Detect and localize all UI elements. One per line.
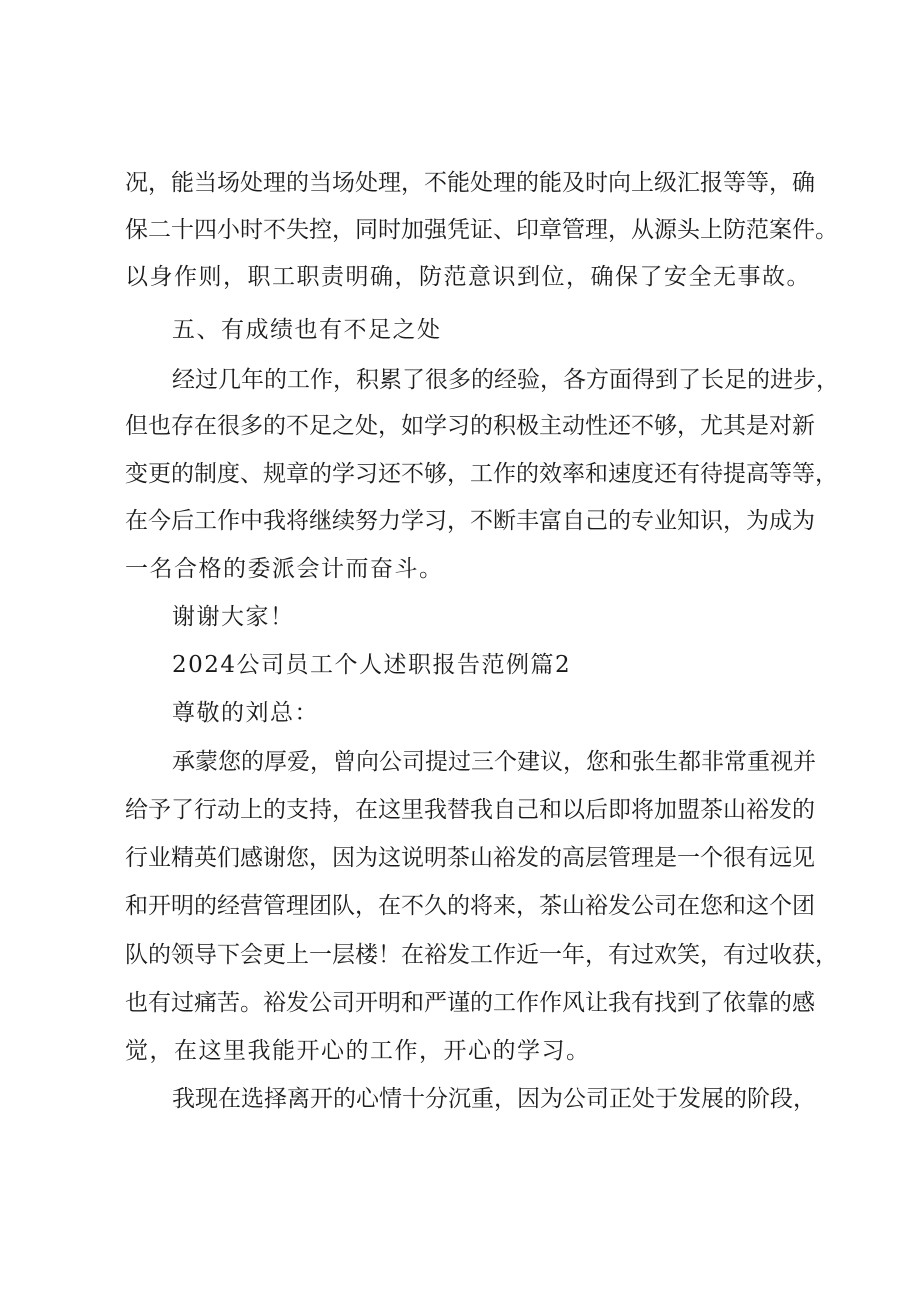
text-line: 队的领导下会更上一层楼！在裕发工作近一年，有过欢笑，有过收获， [125, 942, 838, 968]
text-line: 承蒙您的厚爱，曾向公司提过三个建议，您和张生都非常重视并 [172, 749, 816, 775]
text-line: 给予了行动上的支持，在这里我替我自己和以后即将加盟茶山裕发的 [125, 797, 815, 823]
closing-line: 谢谢大家！ [172, 604, 295, 630]
text-line: 在今后工作中我将继续努力学习，不断丰富自己的专业知识，为成为 [125, 508, 815, 534]
text-line: 况，能当场处理的当场处理，不能处理的能及时向上级汇报等等，确 [125, 170, 815, 196]
text-line: 我现在选择离开的心情十分沉重，因为公司正处于发展的阶段， [172, 1086, 816, 1112]
text-line: 但也存在很多的不足之处，如学习的积极主动性还不够，尤其是对新 [125, 413, 815, 439]
text-line: 和开明的经营管理团队，在不久的将来，茶山裕发公司在您和这个团 [125, 893, 815, 919]
text-line: 经过几年的工作，积累了很多的经验，各方面得到了长足的进步， [172, 367, 839, 393]
text-line: 保二十四小时不失控，同时加强凭证、印章管理，从源头上防范案件。 [125, 217, 838, 243]
text-line: 变更的制度、规章的学习还不够，工作的效率和速度还有待提高等等， [125, 461, 838, 487]
section-heading: 五、有成绩也有不足之处 [172, 317, 442, 343]
text-line: 也有过痛苦。裕发公司开明和严谨的工作作风让我有找到了依靠的感 [125, 990, 815, 1016]
text-line: 行业精英们感谢您，因为这说明茶山裕发的高层管理是一个很有远见 [125, 845, 815, 871]
section-title: 2024公司员工个人述职报告范例篇2 [172, 652, 572, 678]
text-line: 觉，在这里我能开心的工作，开心的学习。 [125, 1038, 591, 1064]
text-line: 以身作则，职工职责明确，防范意识到位，确保了安全无事故。 [125, 264, 811, 290]
text-line: 一名合格的委派会计而奋斗。 [125, 556, 444, 582]
salutation: 尊敬的刘总： [172, 700, 319, 726]
